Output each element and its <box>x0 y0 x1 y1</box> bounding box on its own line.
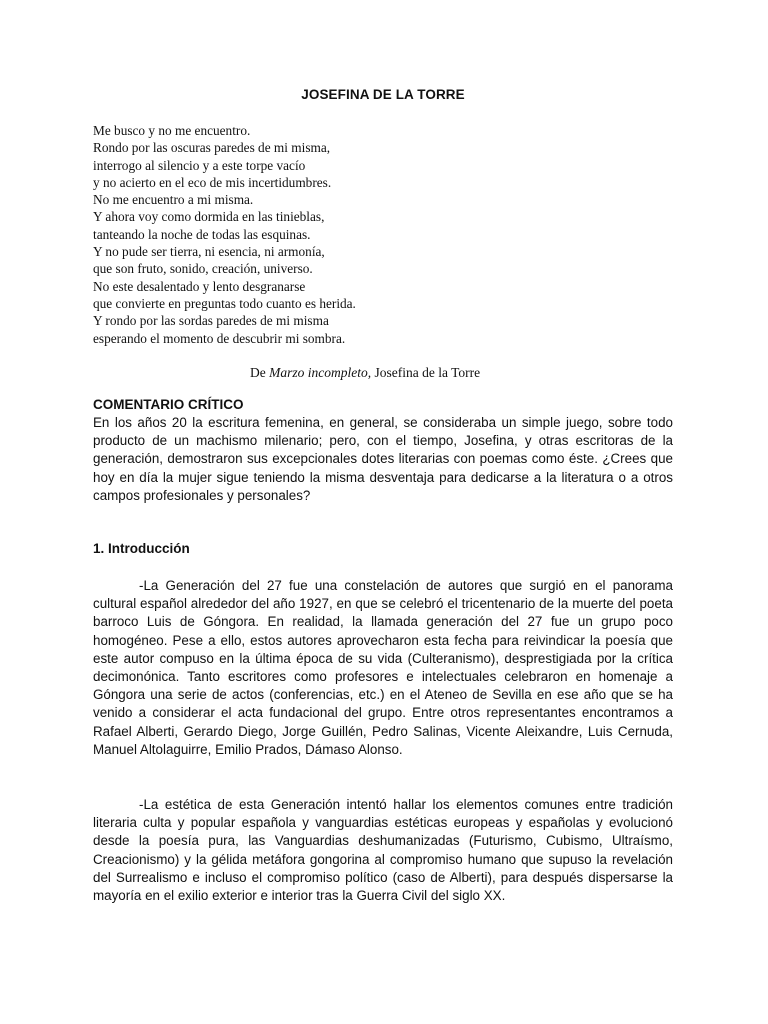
introduccion-paragraph: -La estética de esta Generación intentó hallar los elementos comunes entre tradición literaria culta y popular española y vanguardias estéticas europeas y españolas y evolucionó desde la poesía pura, las Vanguardias deshumanizadas (Futurismo, Cubismo, Ultraísmo, Creacionismo) y la gélida metáfora gongorina al compromiso humano que supuso la revelación del Surrealismo e incluso el compromiso político (caso de Alberti), para después dispersarse la mayoría en el exilio exterior e interior tras la Guerra Civil del siglo XX. <box>93 797 673 904</box>
source-author: Josefina de la Torre <box>374 365 481 380</box>
comentario-paragraph: En los años 20 la escritura femenina, en general, se consideraba un simple juego, sobre todo producto de un machismo milenario; pero, con el tiempo, Josefina, y otras escritoras de la generación, demostraron sus excepcionales dotes literarias con poemas como éste. ¿Crees que hoy en día la mujer sigue teniendo la misma desventaja para dedicarse a la literatura o a otros campos profesionales y personales? <box>93 415 673 503</box>
poem-line: No me encuentro a mi misma. <box>93 192 254 208</box>
poem-source <box>250 365 480 381</box>
poem-line: interrogo al silencio y a este torpe vacío <box>93 157 306 173</box>
poem-line: esperando el momento de descubrir mi sombra. <box>93 330 346 346</box>
source-book-title: Marzo incompleto, <box>269 365 372 380</box>
source-prefix: De <box>250 365 266 380</box>
introduccion-heading: 1. Introducción <box>93 541 190 556</box>
poem-line: Rondo por las oscuras paredes de mi misma, <box>93 140 331 156</box>
poem-line: Y rondo por las sordas paredes de mi misma <box>93 313 329 329</box>
comentario-heading: COMENTARIO CRÍTICO <box>93 397 244 412</box>
poem <box>93 122 356 347</box>
poem-line: tanteando la noche de todas las esquinas. <box>93 226 311 242</box>
poem-line: Me busco y no me encuentro. <box>93 123 251 138</box>
poem-line: que son fruto, sonido, creación, universo. <box>93 261 313 277</box>
document-title: JOSEFINA DE LA TORRE <box>301 87 465 102</box>
introduccion-paragraph: -La Generación del 27 fue una constelación de autores que surgió en el panorama cultural español alrededor del año 1927, en que se celebró el tricentenario de la muerte del poeta barroco Luis de Góngora. En realidad, la llamada generación del 27 fue un grupo poco homogéneo. Pese a ello, estos autores aprovecharon esta fecha para reivindicar la poesía que este autor compuso en la última época de su vida (Culteranismo), desprestigiada por la crítica decimonónica. Tanto escritores como profesores e intelectuales celebraron en homenaje a Góngora una serie de actos (conferencias, etc.) en el Ateneo de Sevilla en ese año que se ha venido a considerar el acta fundacional del grupo. Entre otros representantes encontramos a Rafael Alberti, Gerardo Diego, Jorge Guillén, Pedro Salinas, Vicente Aleixandre, Luis Cernuda, Manuel Altolaguirre, Emilio Prados, Dámaso Alonso. <box>93 578 673 757</box>
poem-line: Y ahora voy como dormida en las tinieblas, <box>93 209 325 225</box>
poem-line: que convierte en preguntas todo cuanto es herida. <box>93 295 356 311</box>
poem-line: Y no pude ser tierra, ni esencia, ni armonía, <box>93 244 325 260</box>
poem-line: No este desalentado y lento desgranarse <box>93 278 306 294</box>
poem-line: y no acierto en el eco de mis incertidumbres. <box>93 174 332 190</box>
